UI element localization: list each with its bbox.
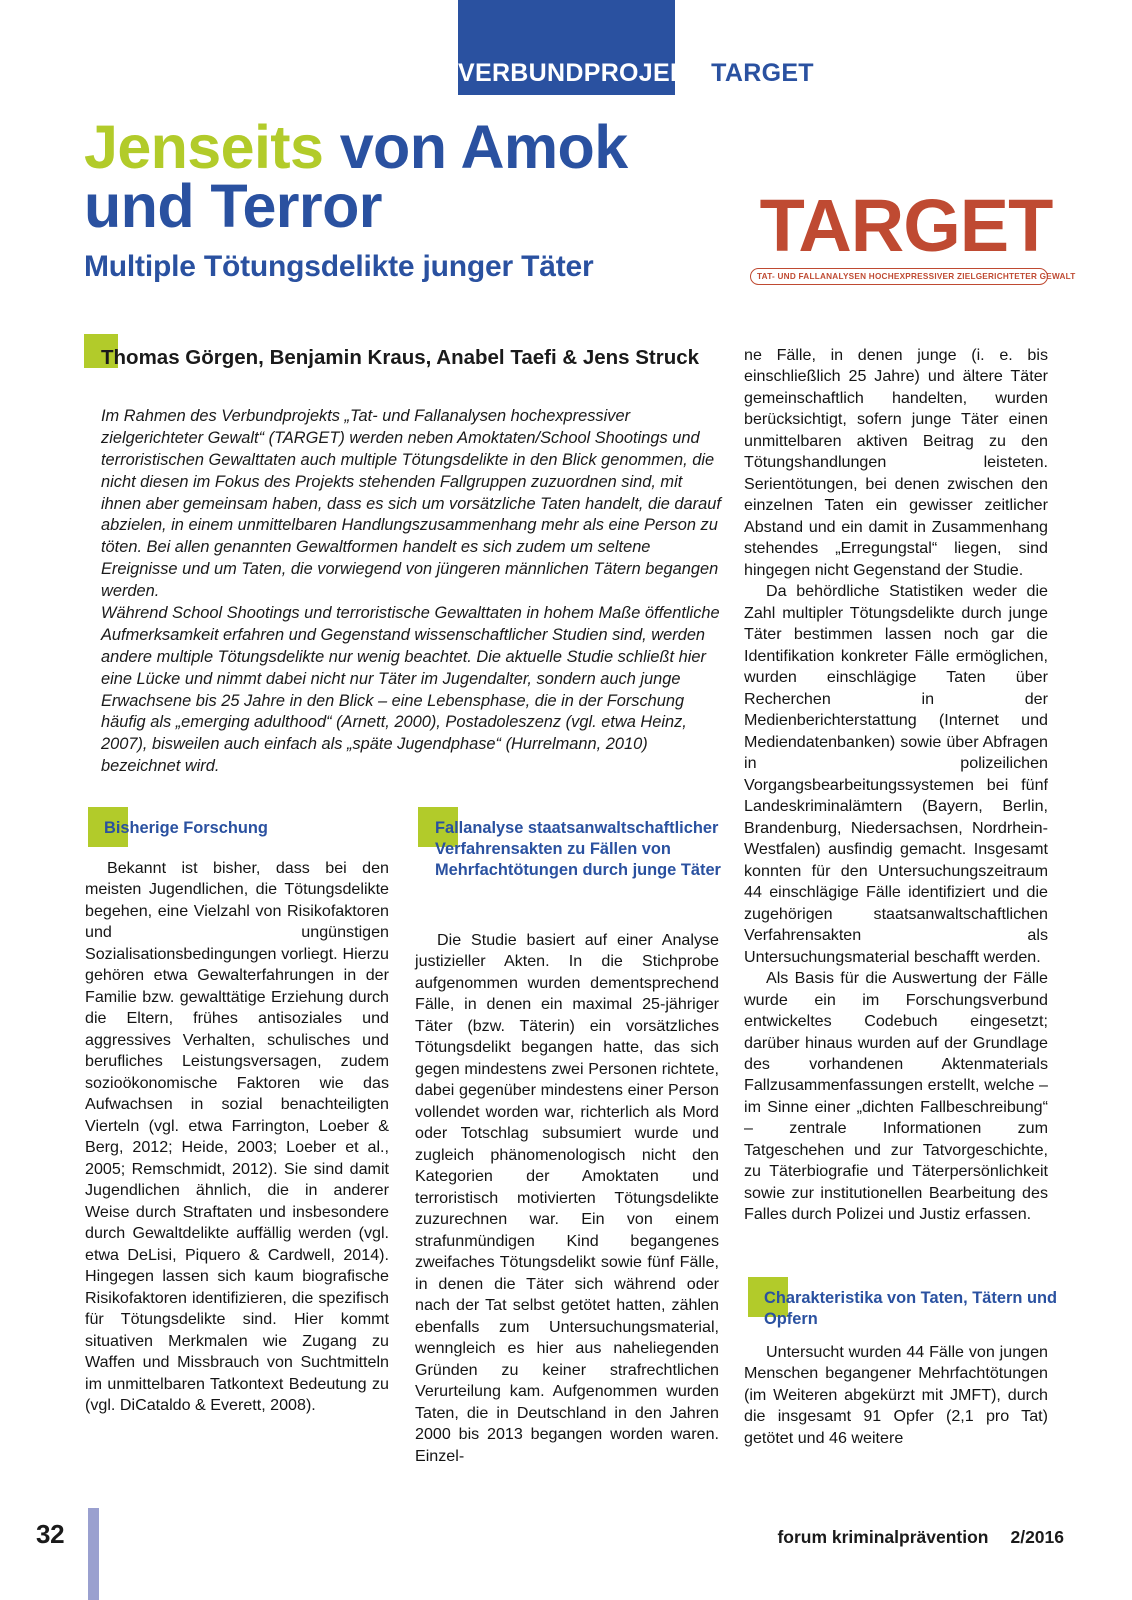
paragraph: Bekannt ist bisher, dass bei den meisten Jugendlichen, die Tötungsdelikte begehen, eine Vielzahl von Risikofaktoren und ungünstigen Sozialisationsbedingungen vorliegt. Hierzu gehören etwa Gewalterfahrungen in der Familie bzw. gewalttätige Erziehung durch die Eltern, frühes antisoziales und aggressives Verhalten, schulisches und berufliches Leistungsversagen, zudem sozioökonomische Faktoren wie das Aufwachsen in sozial benachteiligten Vierteln (vgl. etwa Farrington, Loeber & Berg, 2012; Heide, 2003; Loeber et al., 2005; Remschmidt, 2012). Sie sind damit Jugendlichen ähnlich, die in anderer Weise durch Straftaten und insbesondere durch Gewaltdelikte auffällig werden (vgl. etwa DeLisi, Piquero & Cardwell, 2014). Hingegen lassen sich kaum biografische Risikofaktoren identifizieren, die spezifisch für Tötungsdelikte sind. Hier kommt situativen Merkmalen wie Zugang zu Waffen und Missbrauch von Suchtmitteln im unmittelbaren Tatkontext Bedeutung zu (vgl. DiCataldo & Everett, 2008). — [85, 859, 389, 1415]
body-column-right — [744, 345, 1048, 1226]
footer-issue: 2/2016 — [1010, 1527, 1064, 1547]
header-kicker-target: TARGET — [711, 59, 814, 87]
footer-rule — [88, 1508, 99, 1600]
body-column-middle — [415, 930, 719, 1467]
title-line-1-rest: von Amok — [323, 113, 628, 181]
page-title — [84, 113, 724, 284]
abstract-paragraph-2: Während School Shootings und terroristische Gewalttaten in hohem Maße öffentliche Aufmerksamkeit erfahren und Gegenstand wissenschaftlicher Studien sind, werden andere multiple Tötungsdelikte nur wenig beachtet. Die aktuelle Studie schließt hier eine Lücke und nimmt dabei nicht nur Täter im Jugendalter, sondern auch junge Erwachsene bis 25 Jahre in den Blick – eine Lebensphase, die in der Forschung häufig als „emerging adulthood“ (Arnett, 2000), Postadoleszenz (vgl. etwa Heinz, 2007), bisweilen auch einfach als „späte Jugendphase“ (Hurrelmann, 2010) bezeichnet wird. — [101, 604, 720, 776]
paragraph: Als Basis für die Auswertung der Fälle wurde ein im Forschungsverbund entwickeltes Codebuch eingesetzt; darüber hinaus wurden auf der Grundlage des vorhandenen Aktenmaterials Fallzusammenfassungen erstellt, welche – im Sinne einer „dichten Fallbeschreibung“ – zentrale Informationen zum Tatgeschehen und zur Tatvorgeschichte, zu Täterbiografie und Täterpersönlichkeit sowie zur institutionellen Bearbeitung des Falles durch Polizei und Justiz erfassen. — [744, 969, 1048, 1224]
target-logo-tagline: TAT- UND FALLANALYSEN HOCHEXPRESSIVER ZIELGERICHTETER GEWALT — [750, 268, 1048, 285]
title-line-1 — [84, 113, 724, 181]
title-word-jenseits: Jenseits — [84, 113, 324, 181]
footer-journal-name: forum kriminalprävention — [777, 1527, 989, 1547]
paragraph: Untersucht wurden 44 Fälle von jungen Menschen begangener Mehrfachtötungen (im Weiteren abgekürzt mit JMFT), durch die insgesamt 91 Opfer (2,1 pro Tat) getötet und 46 weitere — [744, 1343, 1048, 1447]
paragraph: ne Fälle, in denen junge (i. e. bis einschließlich 25 Jahre) und ältere Täter gemeinschaftlich handelten, wurden berücksichtigt, sofern junge Täter einen unmittelbaren aktiven Beitrag zu den Tötungshandlungen leisteten. Serientötungen, bei denen zwischen den einzelnen Taten ein gewisser zeitlicher Abstand und ein damit in Zusammenhang stehendes „Erregungstal“ liegen, sind hingegen nicht Gegenstand der Studie. — [744, 346, 1048, 579]
abstract — [101, 406, 723, 778]
target-logo-wordmark: TARGET — [759, 184, 1053, 267]
abstract-paragraph-1: Im Rahmen des Verbundprojekts „Tat- und Fallanalysen hochexpressiver zielgerichteter Gewalt“ (TARGET) werden neben Amoktaten/School Shootings und terroristischen Gewalttaten auch multiple Tötungsdelikte in den Blick genommen, die nicht diesen im Fokus des Projekts stehenden Fallgruppen zuzuordnen sind, mit ihnen aber gemeinsam haben, dass es sich um vorsätzliche Taten handelt, die darauf abzielen, in einem unmittelbaren Handlungszusammenhang mehr als eine Person zu töten. Bei allen genannten Gewaltformen handelt es sich zudem um seltene Ereignisse und um Taten, die vorwiegend von jüngeren männlichen Tätern begangen werden. — [101, 407, 721, 601]
body-column-left — [85, 858, 389, 1417]
body-column-right-lower — [744, 1342, 1048, 1449]
section-heading-charakteristika: Charakteristika von Taten, Tätern und Opfern — [764, 1289, 1057, 1328]
target-logo — [750, 184, 1076, 301]
section-heading-fallanalyse: Fallanalyse staatsanwaltschaftlicher Verfahrensakten zu Fällen von Mehrfachtötungen durch junge Täter — [435, 819, 721, 879]
page-subtitle: Multiple Tötungsdelikte junger Täter — [84, 250, 594, 284]
section-heading-bisherige-forschung: Bisherige Forschung — [104, 819, 268, 837]
header-kicker — [458, 56, 1018, 90]
footer-journal-info — [777, 1527, 1064, 1548]
page-number: 32 — [36, 1519, 65, 1549]
author-list: Thomas Görgen, Benjamin Kraus, Anabel Taefi & Jens Struck — [101, 346, 700, 369]
title-line-2: und Terror — [84, 172, 382, 241]
header-kicker-project: VERBUNDPROJEKT — [458, 59, 704, 87]
paragraph: Da behördliche Statistiken weder die Zahl multipler Tötungsdelikte durch junge Täter bestimmen lassen noch gar die Identifikation konkreter Fälle ermöglichen, wurden einschlägige Taten über Recherchen in der Medienberichterstattung (Internet und Mediendatenbanken) sowie über Abfragen in polizeilichen Vorgangsbearbeitungssystemen bei fünf Landeskriminalämtern (Bayern, Berlin, Brandenburg, Niedersachsen, Nordrhein-Westfalen) ausfindig gemacht. Insgesamt konnten für den Untersuchungszeitraum 44 einschlägige Fälle identifiziert und die zugehörigen staatsanwaltschaftlichen Verfahrensakten als Untersuchungsmaterial beschafft werden. — [744, 582, 1048, 966]
paragraph: Die Studie basiert auf einer Analyse justizieller Akten. In die Stichprobe aufgenommen wurden dementsprechend Fälle, in denen ein maximal 25-jähriger Täter (bzw. Täterin) ein vorsätzliches Tötungsdelikt begangen hatte, das sich gegen mindestens zwei Personen richtete, dabei gegenüber mindestens einer Person vollendet worden war, richterlich als Mord oder Totschlag subsumiert wurde und zugleich phänomenologisch nicht den Kategorien der Amoktaten und terroristisch motivierten Tötungsdelikte zuzurechnen war. Ein von einem strafunmündigen Kind begangenes zweifaches Tötungsdelikt sowie fünf Fälle, in denen die Täter sich während oder nach der Tat selbst getötet hatten, zählen ebenfalls zum Untersuchungsmaterial, wenngleich es hier aus naheliegenden Gründen zu keiner strafrechtlichen Verurteilung kam. Aufgenommen wurden Taten, die in Deutschland in den Jahren 2000 bis 2013 begangen worden waren. Einzel- — [415, 931, 719, 1465]
